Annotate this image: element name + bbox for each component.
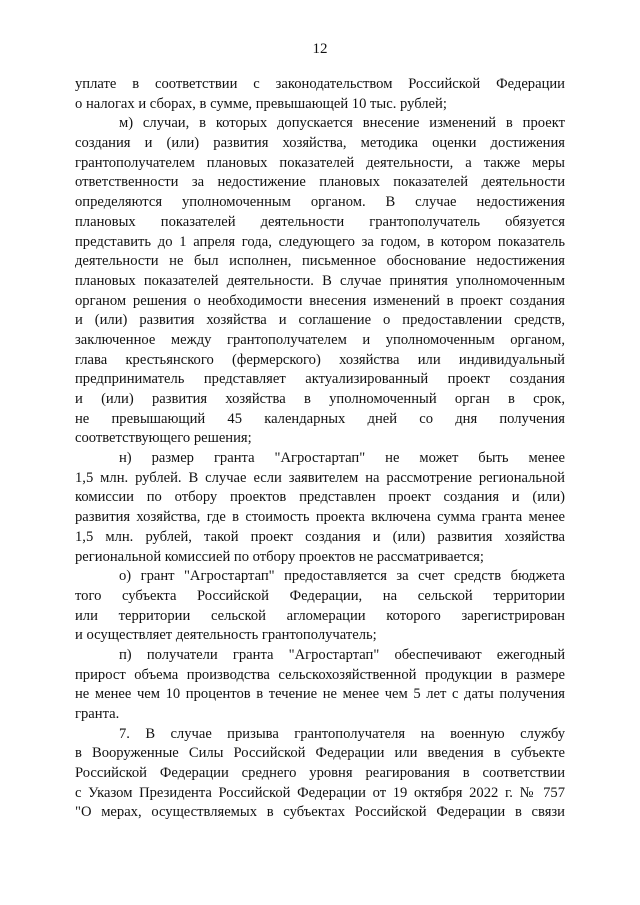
text-line: 1,5 млн. рублей. В случае если заявителем на рассмотрение региональной (75, 469, 565, 486)
text-line: заключенное между грантополучателем и уполномоченным органом, (75, 331, 565, 348)
text-line: не менее чем 10 процентов в течение не менее чем 5 лет с даты получения (75, 686, 565, 703)
text-line: деятельности не был исполнен, письменное обоснование недостижения (75, 253, 565, 270)
text-line: "О мерах, осуществляемых в субъектах Российской Федерации в связи (75, 804, 565, 821)
text-line: развития хозяйства, где в стоимость проекта включена сумма гранта менее (75, 509, 565, 526)
text-line: уплате в соответствии с законодательством Российской Федерации (75, 76, 565, 92)
text-line: о налогах и сборах, в сумме, превышающей 10 тыс. рублей; (75, 95, 447, 112)
text-line: в Вооруженные Силы Российской Федерации или введения в субъекте (75, 745, 565, 762)
text-line: гранта. (75, 706, 120, 722)
text-line: 1,5 млн. рублей, такой проект создания и (или) развития хозяйства (75, 528, 565, 545)
text-line: Российской Федерации среднего уровня реагирования в соответствии (75, 765, 565, 782)
text-line: органом решения о необходимости внесения изменений в проект создания (75, 292, 565, 309)
text-line: или территории сельской агломерации которого зарегистрирован (75, 607, 565, 624)
text-line: с Указом Президента Российской Федерации от 19 октября 2022 г. № 757 (75, 784, 565, 801)
text-line: плановых показателей деятельности грантополучатель обязуется (75, 213, 565, 230)
text-line: и (или) развития хозяйства и соглашение о предоставлении средств, (75, 312, 565, 329)
text-line: м) случаи, в которых допускается внесение изменений в проект (119, 115, 565, 132)
text-line: представить до 1 апреля года, следующего за годом, в котором показатель (75, 233, 565, 250)
text-line: комиссии по отбору проектов представлен проект создания и (или) (75, 489, 565, 506)
text-line: региональной комиссией по отбору проектов не рассматривается; (75, 548, 484, 565)
text-line: грантополучателем плановых показателей деятельности, а также меры (75, 154, 565, 171)
text-line: того субъекта Российской Федерации, на сельской территории (75, 587, 565, 604)
text-line: п) получатели гранта "Агростартап" обеспечивают ежегодный (119, 646, 565, 663)
text-line: создания и (или) развития хозяйства, методика оценки достижения (75, 135, 565, 152)
text-line: определяются уполномоченным органом. В случае недостижения (75, 194, 565, 211)
document-body (75, 75, 565, 823)
text-line: ответственности за недостижение плановых показателей деятельности (75, 174, 565, 191)
text-line: 7. В случае призыва грантополучателя на военную службу (119, 725, 565, 742)
text-line: и (или) развития хозяйства в уполномоченный орган в срок, (75, 391, 565, 407)
text-line: и осуществляет деятельность грантополучатель; (75, 627, 377, 644)
text-line: н) размер гранта "Агростартап" не может быть менее (119, 450, 565, 467)
text-line: прирост объема производства сельскохозяйственной продукции в размере (75, 666, 565, 683)
text-line: предприниматель представляет актуализированный проект создания (75, 371, 565, 388)
page-number: 12 (312, 41, 328, 57)
text-line: соответствующего решения; (75, 430, 252, 447)
text-line: о) грант "Агростартап" предоставляется за счет средств бюджета (119, 568, 565, 585)
text-line: плановых показателей деятельности. В случае принятия уполномоченным (75, 272, 565, 289)
text-line: глава крестьянского (фермерского) хозяйства или индивидуальный (75, 351, 565, 368)
text-line: не превышающий 45 календарных дней со дня получения (75, 410, 565, 427)
